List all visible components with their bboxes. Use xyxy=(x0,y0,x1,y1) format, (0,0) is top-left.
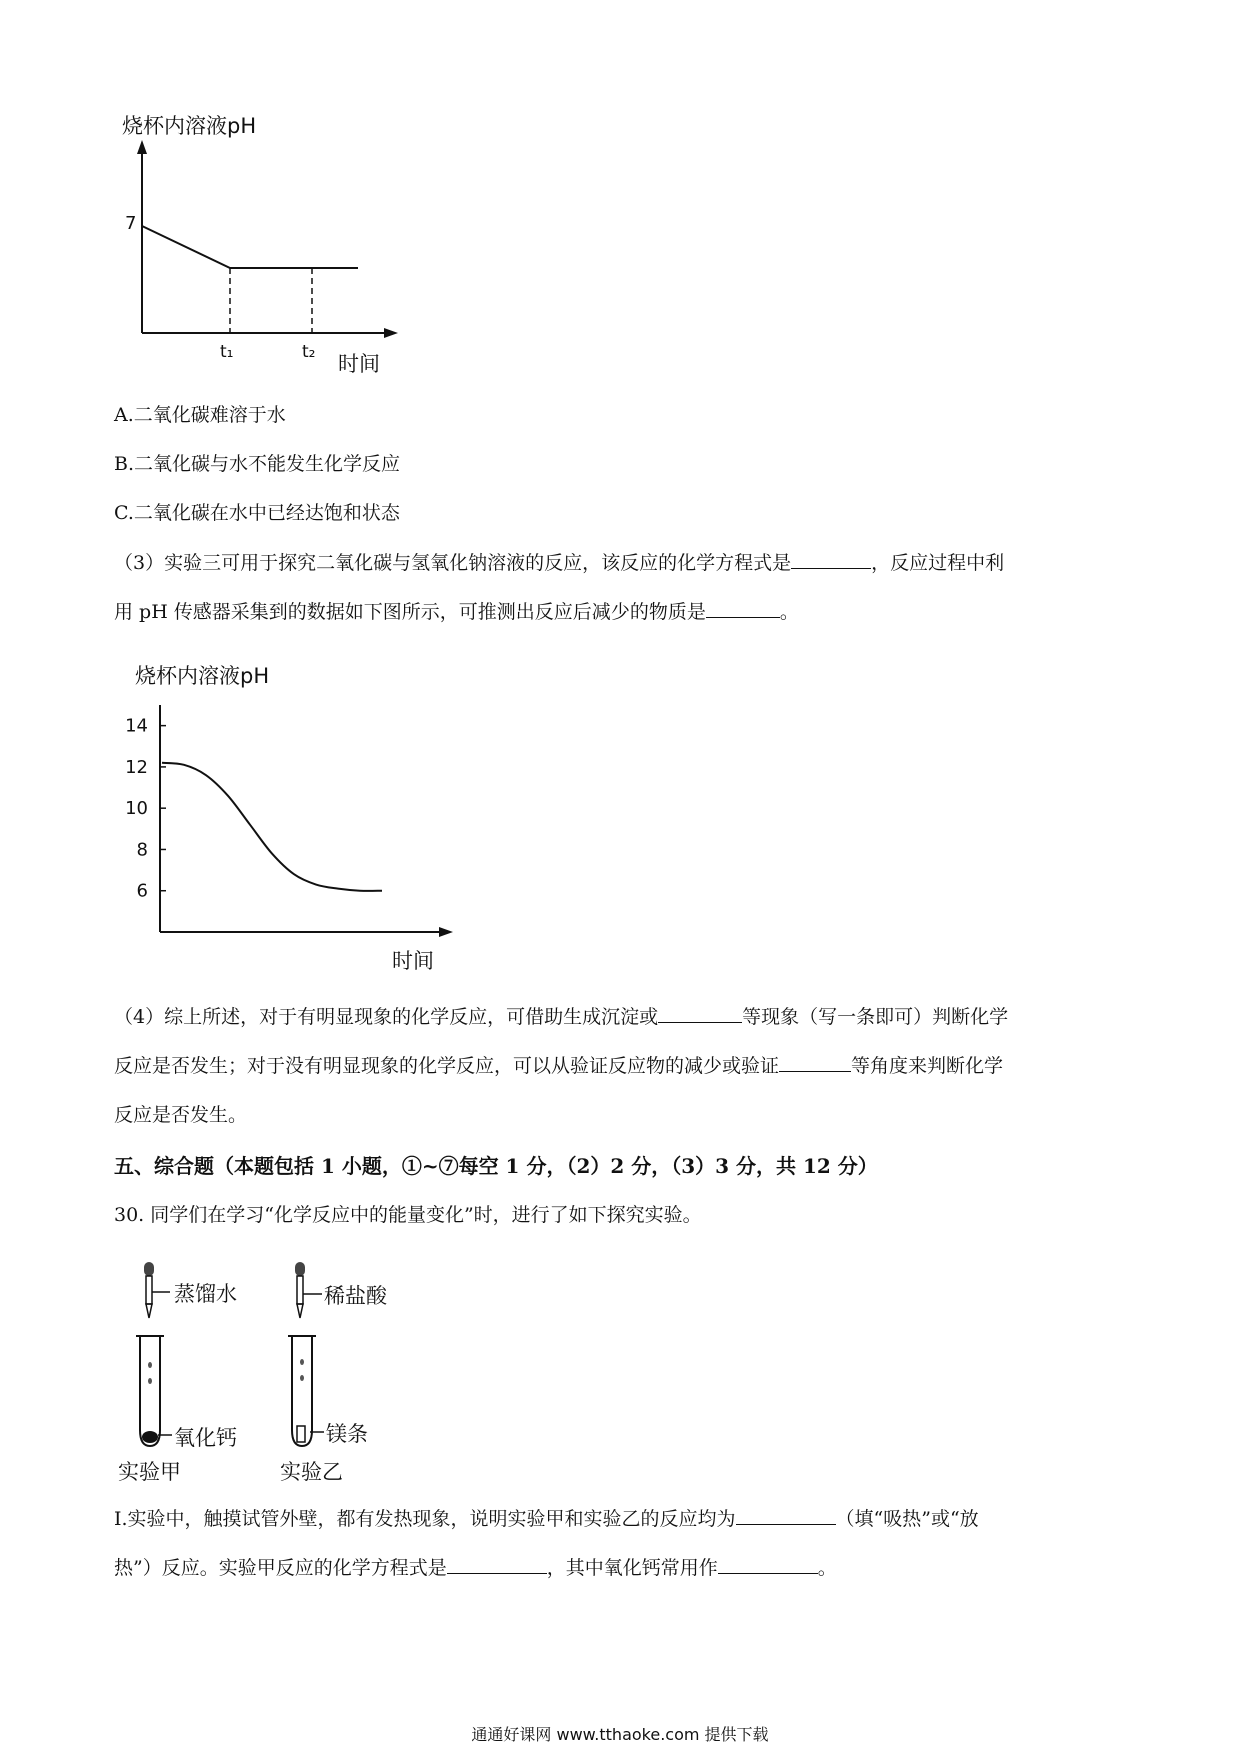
chart1-t2-label: t₂ xyxy=(302,342,316,362)
option-c: C.二氧化碳在水中已经达饱和状态 xyxy=(114,502,400,524)
label-dilute-hcl: 稀盐酸 xyxy=(324,1284,387,1308)
chart-ph-1 xyxy=(100,100,420,380)
q4-text-1b: 等现象（写一条即可）判断化学 xyxy=(742,1006,1009,1028)
q4-text-2b: 等角度来判断化学 xyxy=(851,1055,1004,1077)
chart1-ylabel: 烧杯内溶液pH xyxy=(122,114,257,138)
q4-text-2a: 反应是否发生；对于没有明显现象的化学反应，可以从验证反应物的减少或验证 xyxy=(114,1055,780,1077)
label-distilled-water: 蒸馏水 xyxy=(174,1282,237,1306)
chart1-xlabel: 时间 xyxy=(338,352,380,376)
q3-blank-equation[interactable] xyxy=(791,550,871,569)
chart2-ytick-label: 12 xyxy=(125,756,148,778)
part1-blank-equation[interactable] xyxy=(447,1555,547,1574)
q3-blank-substance[interactable] xyxy=(706,599,780,618)
option-a: A.二氧化碳难溶于水 xyxy=(114,404,286,426)
chart2-ylabel: 烧杯内溶液pH xyxy=(135,664,270,688)
part1-text-2a: 热”）反应。实验甲反应的化学方程式是 xyxy=(114,1557,447,1579)
dropper-2-icon xyxy=(295,1262,322,1318)
part1-text-1b: （填“吸热”或“放 xyxy=(835,1508,979,1530)
chart2-ytick-label: 10 xyxy=(125,798,148,820)
label-magnesium-strip: 镁条 xyxy=(326,1422,368,1446)
chart-ph-2 xyxy=(110,650,460,980)
chart2-ytick-label: 8 xyxy=(136,839,148,861)
chart1-ph-line xyxy=(142,226,358,268)
chart2-x-arrow xyxy=(439,927,453,937)
q3-text-1a: （3）实验三可用于探究二氧化碳与氢氧化钠溶液的反应，该反应的化学方程式是 xyxy=(114,552,792,574)
q3-text-1b: ，反应过程中利 xyxy=(871,552,1005,574)
test-tube-2-icon xyxy=(288,1336,324,1446)
chart1-plot xyxy=(100,100,420,380)
page-footer: 通通好课网 www.tthaoke.com 提供下载 xyxy=(471,1725,769,1744)
q4-line-3: 反应是否发生。 xyxy=(114,1104,248,1126)
chart2-ytick-label: 14 xyxy=(125,715,148,737)
q4-line-1 xyxy=(114,1004,1008,1030)
part1-blank-heat[interactable] xyxy=(736,1506,836,1525)
section-5-title: 五、综合题（本题包括 1 小题，①~⑦每空 1 分，（2）2 分，（3）3 分，共 12 分） xyxy=(114,1154,878,1178)
chart1-t1-label: t₁ xyxy=(220,342,234,362)
chart1-y-arrow xyxy=(137,140,147,154)
caption-experiment-a: 实验甲 xyxy=(118,1460,181,1484)
q3-line-2 xyxy=(114,599,799,625)
part1-text-2c: 。 xyxy=(817,1557,837,1579)
q3-text-2b: 。 xyxy=(779,601,799,623)
test-tube-1-icon xyxy=(136,1336,172,1446)
q3-line-1 xyxy=(114,550,1004,576)
option-b: B.二氧化碳与水不能发生化学反应 xyxy=(114,453,401,475)
part1-line-1 xyxy=(114,1506,979,1532)
q30-stem: 30. 同学们在学习“化学反应中的能量变化”时，进行了如下探究实验。 xyxy=(114,1204,702,1226)
label-calcium-oxide: 氧化钙 xyxy=(174,1426,237,1450)
caption-experiment-b: 实验乙 xyxy=(280,1460,343,1484)
dropper-1-icon xyxy=(144,1262,170,1318)
chart2-plot xyxy=(110,650,460,980)
part1-text-2b: ，其中氧化钙常用作 xyxy=(546,1557,718,1579)
part1-text-1a: Ⅰ.实验中，触摸试管外壁，都有发热现象，说明实验甲和实验乙的反应均为 xyxy=(114,1508,736,1530)
part1-blank-use[interactable] xyxy=(718,1555,818,1574)
chart2-ytick-label: 6 xyxy=(136,880,148,902)
part1-line-2 xyxy=(114,1555,837,1581)
q4-line-2 xyxy=(114,1053,1003,1079)
q3-text-2a: 用 pH 传感器采集到的数据如下图所示，可推测出反应后减少的物质是 xyxy=(114,601,706,623)
chart1-x-arrow xyxy=(384,328,398,338)
chart2-xlabel: 时间 xyxy=(392,949,434,973)
chart1-ytick-7: 7 xyxy=(125,213,137,234)
q4-blank-product[interactable] xyxy=(779,1053,851,1072)
experiment-figure xyxy=(110,1250,430,1490)
q4-blank-phenomenon[interactable] xyxy=(658,1004,742,1023)
chart2-ph-curve xyxy=(162,763,382,891)
q4-text-1a: （4）综上所述，对于有明显现象的化学反应，可借助生成沉淀或 xyxy=(114,1006,659,1028)
